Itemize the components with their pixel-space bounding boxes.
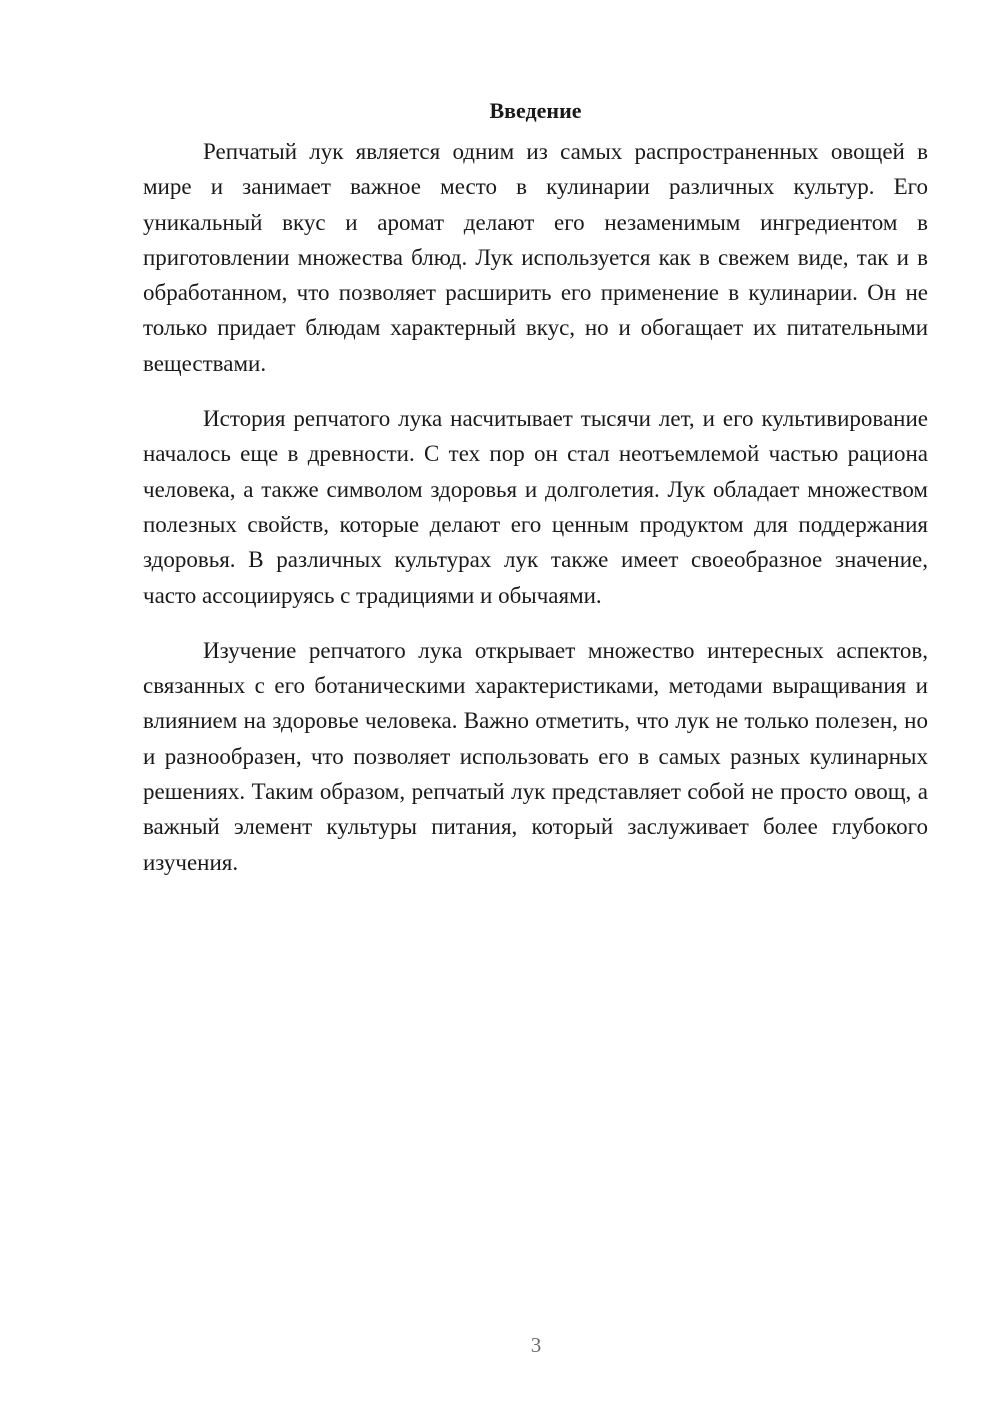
- page-number: 3: [530, 1333, 542, 1357]
- section-heading: Введение: [489, 98, 582, 123]
- paragraph-1: Репчатый лук является одним из самых распространенных овощей в мире и занимает важное место в кулинарии различных культур. Его уникальный вкус и аромат делают его незаменимым ингредиентом в приготовлении множества блюд. Лук используется как в свежем виде, так и в обработанном, что позволяет расширить его применение в кулинарии. Он не только придает блюдам характерный вкус, но и обогащает их питательными веществами.: [143, 139, 928, 376]
- paragraph-2: История репчатого лука насчитывает тысячи лет, и его культивирование началось еще в древности. С тех пор он стал неотъемлемой частью рациона человека, а также символом здоровья и долголетия. Лук обладает множеством полезных свойств, которые делают его ценным продуктом для поддержания здоровья. В различных культурах лук также имеет своеобразное значение, часто ассоциируясь с традициями и обычаями.: [143, 406, 928, 608]
- page-content: [143, 96, 928, 900]
- paragraph-3: Изучение репчатого лука открывает множество интересных аспектов, связанных с его ботаническими характеристиками, методами выращивания и влиянием на здоровье человека. Важно отметить, что лук не только полезен, но и разнообразен, что позволяет использовать его в самых разных кулинарных решениях. Таким образом, репчатый лук представляет собой не просто овощ, а важный элемент культуры питания, который заслуживает более глубокого изучения.: [143, 637, 928, 875]
